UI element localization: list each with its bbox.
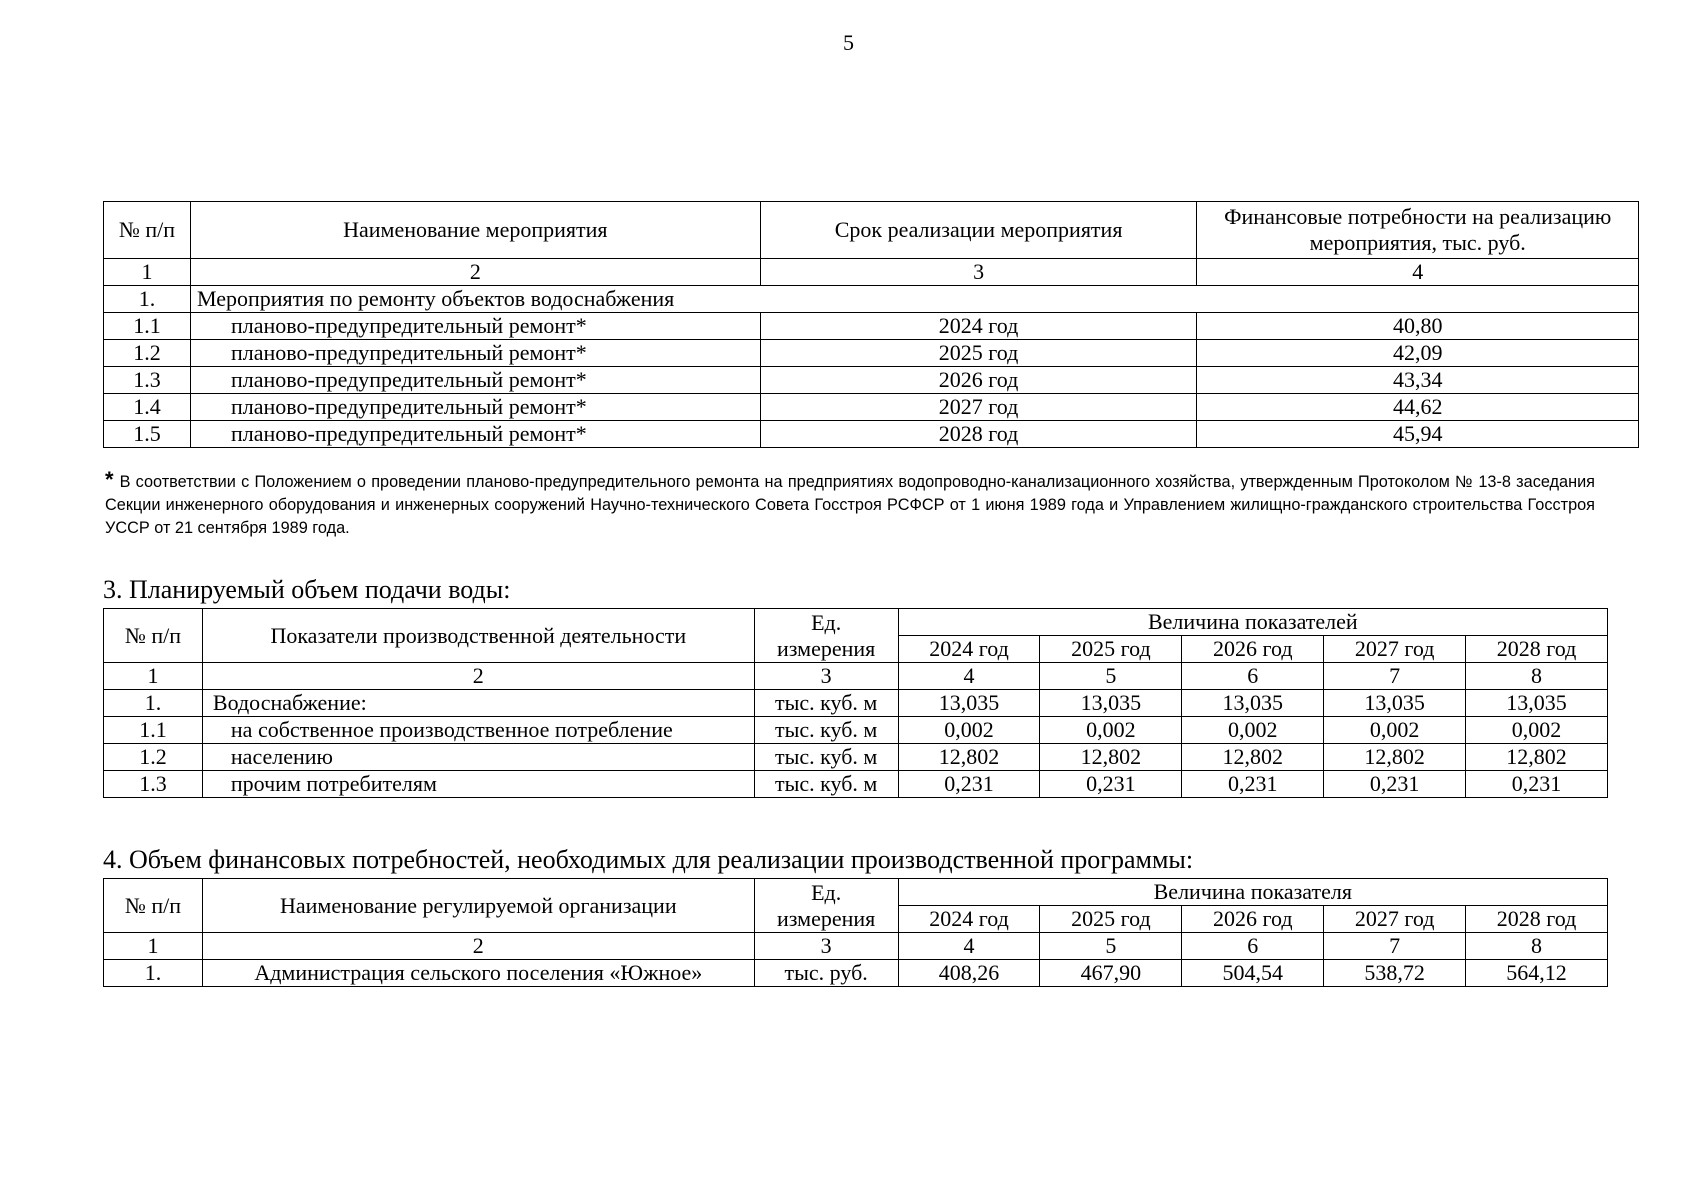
activity-name: планово-предупредительный ремонт* [190, 367, 760, 394]
organization-name: Администрация сельского поселения «Южное» [202, 960, 754, 987]
value-cell: 0,002 [1466, 717, 1608, 744]
header-cell-year: 2024 год [898, 906, 1040, 933]
value-cell: 12,802 [1324, 744, 1466, 771]
unit: тыс. куб. м [754, 690, 898, 717]
header-cell-finance: Финансовые потребности на реализацию мероприятия, тыс. руб. [1197, 202, 1639, 259]
header-cell-name: Наименование мероприятия [190, 202, 760, 259]
header-cell-year: 2028 год [1466, 906, 1608, 933]
value-cell: 504,54 [1182, 960, 1324, 987]
table-row [104, 367, 1639, 394]
value-cell: 13,035 [1182, 690, 1324, 717]
value-cell: 564,12 [1466, 960, 1608, 987]
activity-name: планово-предупредительный ремонт* [190, 340, 760, 367]
activity-term: 2028 год [760, 421, 1197, 448]
value-cell: 0,231 [1324, 771, 1466, 798]
activity-term: 2025 год [760, 340, 1197, 367]
header-cell-num: № п/п [104, 202, 191, 259]
header-cell-num: № п/п [104, 609, 203, 663]
indicator-name: на собственное производственное потребление [202, 717, 754, 744]
row-num: 1. [104, 690, 203, 717]
column-number-row [104, 259, 1639, 286]
activity-name: планово-предупредительный ремонт* [190, 394, 760, 421]
value-cell: 12,802 [1182, 744, 1324, 771]
footnote [105, 468, 1595, 540]
table-row [104, 960, 1608, 987]
col-number: 4 [898, 663, 1040, 690]
row-num: 1.3 [104, 771, 203, 798]
row-num: 1.1 [104, 313, 191, 340]
header-cell-unit: Ед. измерения [754, 609, 898, 663]
header-cell-num: № п/п [104, 879, 203, 933]
group-title: Мероприятия по ремонту объектов водоснабжения [190, 286, 1638, 313]
value-cell: 0,002 [1182, 717, 1324, 744]
value-cell: 0,231 [898, 771, 1040, 798]
section-title: 4. Объем финансовых потребностей, необходимых для реализации производственной программы: [103, 845, 1194, 874]
table-row [104, 690, 1608, 717]
col-number: 4 [898, 933, 1040, 960]
column-number-row [104, 663, 1608, 690]
col-number: 2 [190, 259, 760, 286]
table-header-row [104, 609, 1608, 636]
value-cell: 13,035 [1324, 690, 1466, 717]
value-cell: 0,231 [1040, 771, 1182, 798]
financial-needs-table [103, 878, 1608, 987]
activity-value: 43,34 [1197, 367, 1639, 394]
col-number: 3 [754, 663, 898, 690]
header-cell-year: 2028 год [1466, 636, 1608, 663]
activity-value: 42,09 [1197, 340, 1639, 367]
value-cell: 408,26 [898, 960, 1040, 987]
row-num: 1. [104, 960, 203, 987]
value-cell: 467,90 [1040, 960, 1182, 987]
footnote-text: В соответствии с Положением о проведении планово-предупредительного ремонта на предприятиях водопроводно-канализационного хозяйства, утвержденным Протоколом № 13-8 заседания Секции инженерного оборудования и инженерных сооружений Научно-технического Совета Госстроя РСФСР от 1 июня 1989 года и Управлением жилищно-гражданского строительства Госстроя УССР от 21 сентября 1989 года. [105, 473, 1595, 537]
header-cell-year: 2025 год [1040, 636, 1182, 663]
activity-term: 2027 год [760, 394, 1197, 421]
unit: тыс. куб. м [754, 771, 898, 798]
table-header-row [104, 879, 1608, 906]
value-cell: 0,231 [1466, 771, 1608, 798]
table-row [104, 717, 1608, 744]
value-cell: 12,802 [1040, 744, 1182, 771]
value-cell: 0,002 [898, 717, 1040, 744]
header-cell-year: 2026 год [1182, 906, 1324, 933]
water-supply-table [103, 608, 1608, 798]
header-cell-year: 2027 год [1324, 636, 1466, 663]
row-num: 1. [104, 286, 191, 313]
col-number: 7 [1324, 933, 1466, 960]
col-number: 7 [1324, 663, 1466, 690]
section-title: 3. Планируемый объем подачи воды: [103, 575, 511, 604]
col-number: 1 [104, 663, 203, 690]
activity-name: планово-предупредительный ремонт* [190, 421, 760, 448]
footnote-star: * [105, 467, 114, 492]
column-number-row [104, 933, 1608, 960]
header-cell-year: 2025 год [1040, 906, 1182, 933]
col-number: 6 [1182, 663, 1324, 690]
value-cell: 0,002 [1324, 717, 1466, 744]
col-number: 5 [1040, 933, 1182, 960]
value-cell: 0,231 [1182, 771, 1324, 798]
page-number: 5 [843, 30, 854, 55]
table-row [104, 421, 1639, 448]
row-num: 1.1 [104, 717, 203, 744]
table-group-row [104, 286, 1639, 313]
value-cell: 13,035 [898, 690, 1040, 717]
header-cell-name: Показатели производственной деятельности [202, 609, 754, 663]
table-header-row [104, 202, 1639, 259]
activity-term: 2024 год [760, 313, 1197, 340]
header-cell-year: 2026 год [1182, 636, 1324, 663]
table-row [104, 771, 1608, 798]
row-num: 1.3 [104, 367, 191, 394]
value-cell: 12,802 [1466, 744, 1608, 771]
col-number: 8 [1466, 933, 1608, 960]
header-cell-year: 2024 год [898, 636, 1040, 663]
header-cell-group: Величина показателей [898, 609, 1607, 636]
col-number: 8 [1466, 663, 1608, 690]
header-cell-group: Величина показателя [898, 879, 1607, 906]
unit: тыс. куб. м [754, 717, 898, 744]
col-number: 3 [760, 259, 1197, 286]
unit: тыс. руб. [754, 960, 898, 987]
activity-term: 2026 год [760, 367, 1197, 394]
value-cell: 538,72 [1324, 960, 1466, 987]
col-number: 2 [202, 933, 754, 960]
row-num: 1.2 [104, 744, 203, 771]
activity-name: планово-предупредительный ремонт* [190, 313, 760, 340]
table-row [104, 394, 1639, 421]
value-cell: 13,035 [1040, 690, 1182, 717]
col-number: 3 [754, 933, 898, 960]
activity-value: 40,80 [1197, 313, 1639, 340]
col-number: 2 [202, 663, 754, 690]
col-number: 5 [1040, 663, 1182, 690]
table-row [104, 313, 1639, 340]
unit: тыс. куб. м [754, 744, 898, 771]
value-cell: 0,002 [1040, 717, 1182, 744]
value-cell: 13,035 [1466, 690, 1608, 717]
indicator-name: прочим потребителям [202, 771, 754, 798]
table-row [104, 340, 1639, 367]
col-number: 4 [1197, 259, 1639, 286]
activity-value: 45,94 [1197, 421, 1639, 448]
col-number: 1 [104, 933, 203, 960]
header-cell-year: 2027 год [1324, 906, 1466, 933]
header-cell-unit: Ед. измерения [754, 879, 898, 933]
col-number: 1 [104, 259, 191, 286]
col-number: 6 [1182, 933, 1324, 960]
header-cell-name: Наименование регулируемой организации [202, 879, 754, 933]
indicator-name: населению [202, 744, 754, 771]
value-cell: 12,802 [898, 744, 1040, 771]
header-cell-term: Срок реализации мероприятия [760, 202, 1197, 259]
activity-value: 44,62 [1197, 394, 1639, 421]
indicator-name: Водоснабжение: [202, 690, 754, 717]
row-num: 1.5 [104, 421, 191, 448]
table-row [104, 744, 1608, 771]
row-num: 1.4 [104, 394, 191, 421]
row-num: 1.2 [104, 340, 191, 367]
activities-table [103, 201, 1639, 448]
